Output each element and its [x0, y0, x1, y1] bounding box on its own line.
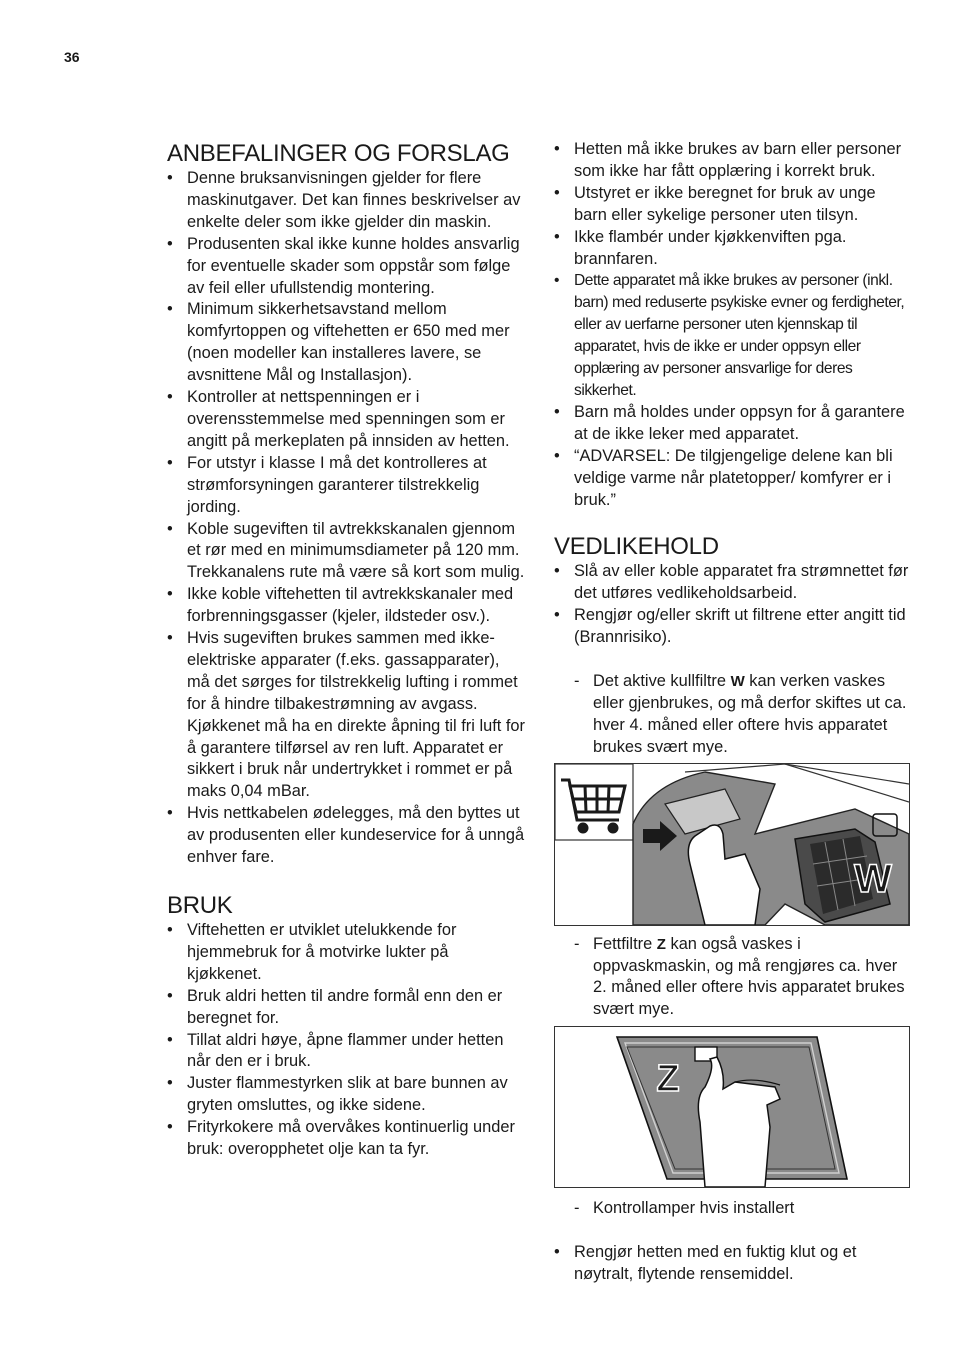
right-column — [554, 139, 910, 1286]
sub-item-kullfilter: - Det aktive kullfiltre W kan verken vaskes eller gjenbrukes, og må derfor skiftes ut ca. hver 4. måned eller oftere hvis apparatet brukes svært mye. — [574, 672, 907, 756]
list-item: • Juster flammestyrken slik at bare bunnen av gryten omsluttes, og ikke sidene. — [167, 1073, 525, 1117]
anbefalinger-list — [167, 168, 525, 869]
list-item: • Bruk aldri hetten til andre formål enn den er beregnet for. — [167, 986, 525, 1030]
bruk-list-right — [554, 139, 910, 511]
sub-item-fettfilter: - Fettfiltre Z kan også vaskes i oppvaskmaskin, og må rengjøres ca. hver 2. måned eller oftere hvis apparatet brukes svært mye. — [574, 934, 905, 1019]
sub-item-text: kan verken vaskes eller gjenbrukes, og må derfor skiftes ut ca. hver 4. måned eller oftere hvis apparatet brukes svært mye. — [593, 672, 907, 756]
list-item: • Denne bruksanvisningen gjelder for flere maskinutgaver. Det kan finnes beskrivelser av enkelte deler som ikke gjelder din maskin. — [167, 168, 525, 234]
list-item: • Ikke koble viftehetten til avtrekkskanaler med forbrenningsgasser (kjeler, ildsteder osv.). — [167, 584, 525, 628]
sub-item-kontrollamper: - Kontrollamper hvis installert — [574, 1199, 795, 1218]
section-title-bruk: BRUK — [167, 892, 233, 919]
section-title-anbefalinger: ANBEFALINGER OG FORSLAG — [167, 140, 510, 167]
list-item: • Minimum sikkerhetsavstand mellom komfyrtoppen og viftehetten er 650 med mer (noen modeller kan installeres lavere, se avsnittene Mål og Installasjon). — [167, 299, 525, 387]
list-item: • Slå av eller koble apparatet fra strømnettet før det utføres vedlikeholdsarbeid. — [554, 561, 910, 605]
list-item: • Hvis nettkabelen ødelegges, må den byttes ut av produsenten eller kundeservice for å unngå enhver fare. — [167, 803, 525, 869]
list-item: • Tillat aldri høye, åpne flammer under hetten når den er i bruk. — [167, 1030, 525, 1074]
list-item: • Rengjør hetten med en fuktig klut og et nøytralt, flytende rensemiddel. — [554, 1242, 910, 1286]
list-item: • “ADVARSEL: De tilgjengelige delene kan bli veldige varme når platetopper/ komfyrer er i bruk.” — [554, 446, 910, 512]
list-item: • Produsenten skal ikke kunne holdes ansvarlig for eventuelle skader som oppstår som følge av feil eller ufullstendig montering. — [167, 234, 525, 300]
left-column — [167, 140, 525, 1161]
list-item: • Utstyret er ikke beregnet for bruk av unge barn eller sykelige personer uten tilsyn. — [554, 183, 910, 227]
figure-charcoal-filter — [554, 763, 910, 926]
page-number: 36 — [64, 49, 80, 65]
list-item: • Viftehetten er utviklet utelukkende for hjemmebruk for å motvirke lukter på kjøkkenet. — [167, 920, 525, 986]
figure-z-label: Z — [656, 1058, 680, 1101]
list-item: • For utstyr i klasse I må det kontrolleres at strømforsyningen garanterer tilstrekkelig jording. — [167, 453, 525, 519]
figure-grease-filter — [554, 1026, 910, 1188]
list-item: • Kontroller at nettspenningen er i overensstemmelse med spenningen som er angitt på merkeplaten på innsiden av hetten. — [167, 387, 525, 453]
section-title-vedlikehold: VEDLIKEHOLD — [554, 533, 719, 561]
sub-item-text: Fettfiltre — [593, 934, 653, 953]
vedlikehold-list — [554, 561, 910, 649]
list-item: • Barn må holdes under oppsyn for å garantere at de ikke leker med apparatet. — [554, 402, 910, 446]
filter-letter-z: Z — [656, 935, 666, 953]
bruk-list-left — [167, 920, 525, 1161]
list-item: • Frityrkokere må overvåkes kontinuerlig under bruk: overopphetet olje kan ta fyr. — [167, 1117, 525, 1161]
figure-w-label: W — [854, 856, 892, 901]
vedlikehold-list-end — [554, 1242, 910, 1286]
sub-item-text: kan også vaskes i oppvaskmaskin, og må rengjøres ca. hver 2. måned eller oftere hvis apparatet brukes svært mye. — [593, 934, 905, 1019]
sub-item-text: Kontrollamper hvis installert — [593, 1199, 795, 1218]
list-item: • Ikke flambér under kjøkkenviften pga. brannfaren. — [554, 227, 910, 271]
list-item: • Koble sugeviften til avtrekkskanalen gjennom et rør med en minimumsdiameter på 120 mm. Trekkanalens rute må være så kort som mulig. — [167, 519, 525, 585]
list-item: • Dette apparatet må ikke brukes av personer (inkl. barn) med reduserte psykiske evner og ferdigheter, eller av uerfarne personer uten kjennskap til apparatet, hvis de ikke er under oppsyn eller opplæring av personer ansvarlige for deres sikkerhet. — [554, 270, 910, 401]
sub-item-text: Det aktive kullfiltre — [593, 672, 726, 691]
list-item: • Hvis sugeviften brukes sammen med ikke-elektriske apparater (f.eks. gassapparater), må det sørges for tilstrekkelig lufting i rommet for å hindre tilbakestrømning av avgass. Kjøkkenet må ha en direkte åpning til fri luft for å garantere tilførsel av ren luft. Apparatet er sikkert i bruk når undertrykket i rommet er på maks 0,04 mBar. — [167, 628, 525, 803]
list-item: • Hetten må ikke brukes av barn eller personer som ikke har fått opplæring i korrekt bruk. — [554, 139, 910, 183]
list-item: • Rengjør og/eller skrift ut filtrene etter angitt tid (Brannrisiko). — [554, 605, 910, 649]
filter-letter-w: W — [730, 673, 745, 691]
